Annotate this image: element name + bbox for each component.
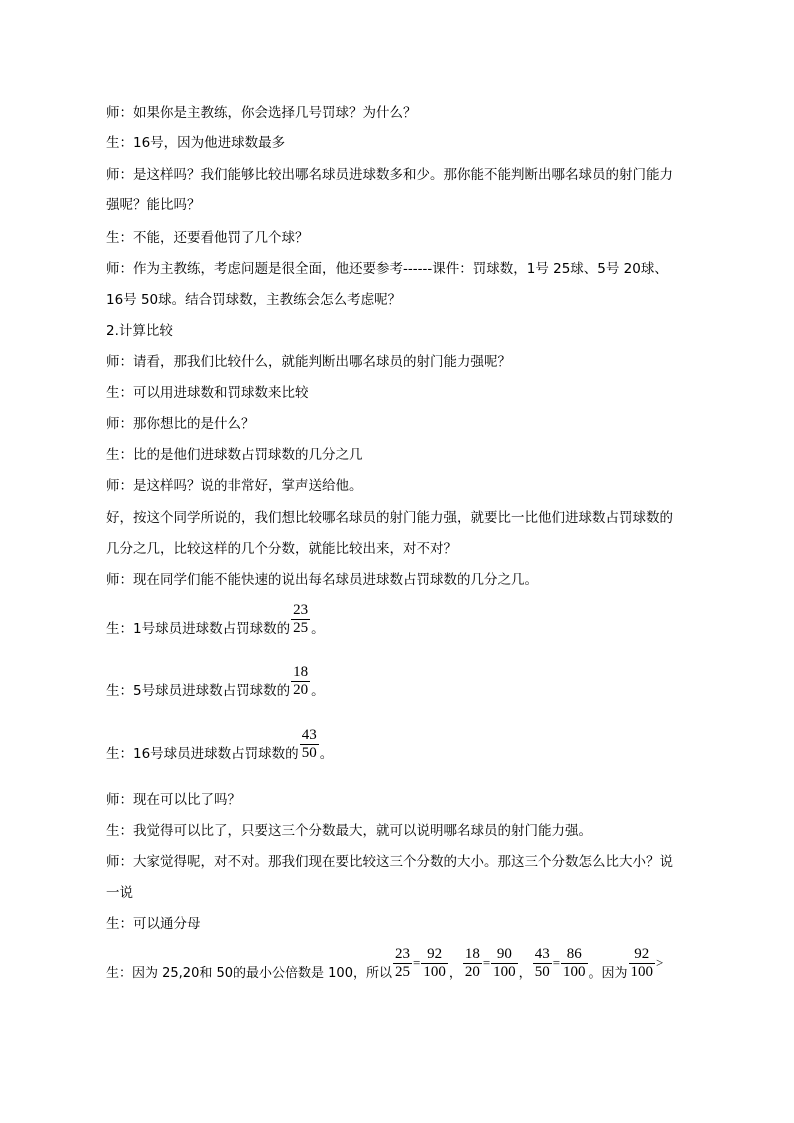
denominator: 100: [493, 964, 516, 980]
denominator: 50: [301, 745, 317, 761]
fraction: [463, 946, 482, 981]
paragraph: 师：如果你是主教练，你会选择几号罚球？为什么？: [106, 105, 417, 121]
denominator: 20: [293, 682, 309, 698]
fraction-line-text: 生：16号球员进球数占罚球数的: [106, 746, 299, 762]
numerator: 23: [293, 602, 309, 618]
denominator: 100: [630, 964, 654, 980]
numerator: 90: [491, 946, 518, 964]
paragraph: 好，按这个同学所说的，我们想比较哪名球员的射门能力强，就要比一比他们进球数占罚球数的: [106, 510, 673, 526]
paragraph: 生：不能，还要看他罚了几个球？: [106, 230, 309, 246]
paragraph: 生：16号，因为他进球数最多: [106, 135, 286, 151]
period: 。: [319, 746, 334, 762]
fraction: [291, 602, 310, 637]
lcm-line: [106, 946, 663, 981]
denominator: 100: [423, 964, 446, 980]
denominator: 20: [464, 964, 480, 980]
fraction: [629, 946, 656, 981]
period: 。: [311, 621, 325, 637]
fraction-line: [106, 664, 325, 699]
numerator: 92: [421, 946, 448, 964]
numerator: 43: [301, 727, 317, 743]
numerator: 23: [394, 946, 410, 962]
paragraph: 师：作为主教练，考虑问题是很全面，他还要参考------课件：罚球数，1号 25球、5号 20球、: [106, 261, 668, 277]
paragraph: 师：大家觉得呢，对不对。那我们现在要比较这三个分数的大小。那这三个分数怎么比大小？说: [106, 854, 673, 870]
paragraph: 强呢？能比吗？: [106, 197, 201, 213]
separator: ，: [518, 966, 532, 981]
numerator: 18: [464, 946, 480, 962]
fraction: [421, 946, 448, 981]
paragraph: 生：可以用进球数和罚球数来比较: [106, 385, 309, 401]
fraction: [300, 727, 319, 762]
lcm-line-prefix: 生：因为 25,20和 50的最小公倍数是 100，所以: [106, 966, 392, 981]
denominator: 100: [563, 964, 586, 980]
fraction: [491, 946, 518, 981]
fraction-line: [106, 602, 325, 637]
paragraph: 师：现在同学们能不能快速的说出每名球员进球数占罚球数的几分之几。: [106, 572, 538, 588]
paragraph: 师：请看，那我们比较什么，就能判断出哪名球员的射门能力强呢？: [106, 354, 511, 370]
fraction-line-text: 生：1号球员进球数占罚球数的: [106, 621, 291, 637]
equals-sign: =: [412, 955, 421, 970]
equals-sign: =: [482, 955, 491, 970]
paragraph: 师：是这样吗？说的非常好，掌声送给他。: [106, 478, 363, 494]
fraction-line: [106, 727, 333, 762]
paragraph: 16号 50球。结合罚球数，主教练会怎么考虑呢？: [106, 292, 402, 308]
paragraph: 生：比的是他们进球数占罚球数的几分之几: [106, 447, 363, 463]
separator: ，: [448, 966, 462, 981]
paragraph: 一说: [106, 885, 133, 901]
greater-than-sign: >: [656, 955, 664, 970]
paragraph: 师：是这样吗？我们能够比较出哪名球员进球数多和少。那你能不能判断出哪名球员的射门能力: [106, 167, 673, 183]
numerator: 18: [293, 664, 309, 680]
numerator: 86: [561, 946, 588, 964]
fraction: [291, 664, 310, 699]
paragraph: 师：现在可以比了吗？: [106, 792, 241, 808]
fraction-line-text: 生：5号球员进球数占罚球数的: [106, 683, 291, 699]
fraction: [393, 946, 412, 981]
fraction: [561, 946, 588, 981]
fraction: [533, 946, 552, 981]
equals-sign: =: [552, 955, 561, 970]
denominator: 25: [293, 620, 309, 636]
section-heading: 2.计算比较: [106, 323, 173, 339]
paragraph: 生：我觉得可以比了，只要这三个分数最大，就可以说明哪名球员的射门能力强。: [106, 823, 592, 839]
paragraph: 几分之几，比较这样的几个分数，就能比较出来，对不对？: [106, 541, 457, 557]
paragraph: 师：那你想比的是什么？: [106, 416, 255, 432]
because-text: 。因为: [588, 966, 628, 981]
denominator: 25: [394, 964, 410, 980]
denominator: 50: [534, 964, 550, 980]
paragraph: 生：可以通分母: [106, 916, 201, 932]
numerator: 43: [534, 946, 550, 962]
numerator: 92: [629, 946, 656, 964]
period: 。: [311, 683, 325, 699]
